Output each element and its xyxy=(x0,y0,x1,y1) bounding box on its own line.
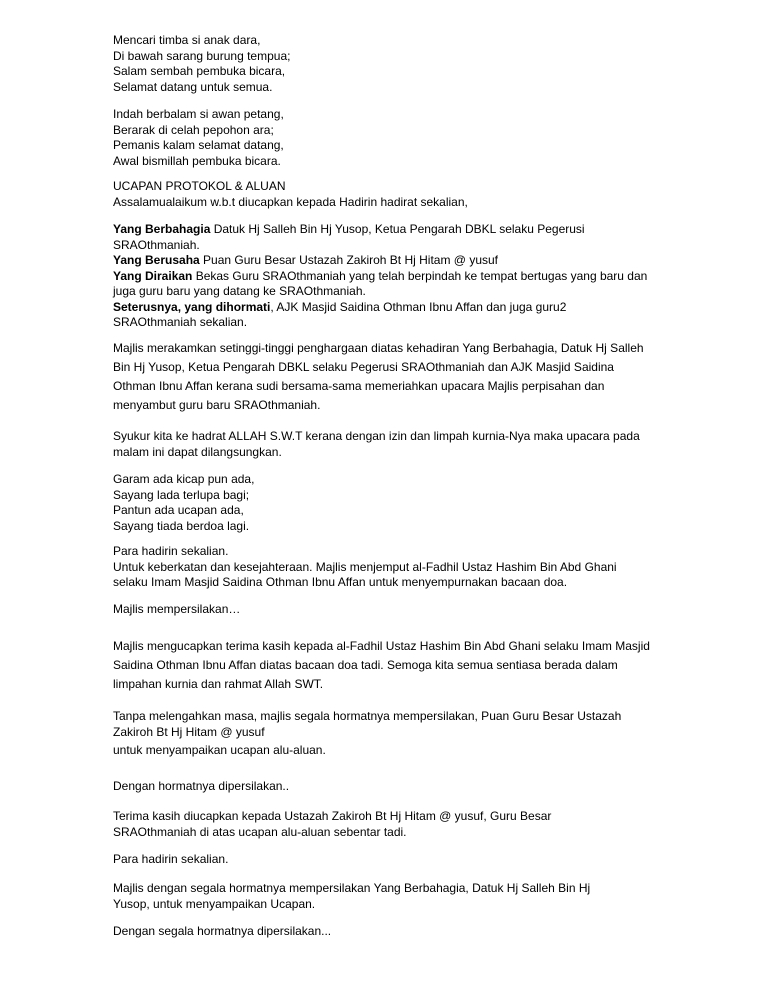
pantun-line: Selamat datang untuk semua. xyxy=(113,79,273,94)
host-text: Puan Guru Besar Ustazah Zakiroh Bt Hj Hitam @ yusuf xyxy=(199,253,498,267)
protocol-section xyxy=(113,179,468,210)
pantun-line: Salam sembah pembuka bicara, xyxy=(113,64,286,78)
pantun-line: Sayang tiada berdoa lagi. xyxy=(113,518,250,533)
host-title: Yang Diraikan xyxy=(113,268,193,283)
gratitude-paragraph: Syukur kita ke hadrat ALLAH S.W.T kerana dengan izin dan limpah kurnia-Nya maka upacara pada malam ini dapat dilangsungkan. xyxy=(113,429,640,459)
pantun-opening xyxy=(113,33,290,95)
welcome-speech-line: Tanpa melengahkan masa, majlis segala hormatnya mempersilakan, Puan Guru Besar Ustazah Zakiroh Bt Hj Hitam @ yusuf xyxy=(113,709,622,739)
hosts-list xyxy=(113,222,653,331)
pantun-line: Indah berbalam si awan petang, xyxy=(113,107,284,121)
closing-invitation-line: Dengan segala hormatnya dipersilakan... xyxy=(113,924,332,938)
pantun-line: Mencari timba si anak dara, xyxy=(113,33,261,47)
audience-address-line: Para hadirin sekalian. xyxy=(113,852,229,866)
pantun-line: Pantun ada ucapan ada, xyxy=(113,503,244,517)
welcome-speech-invitation xyxy=(113,709,653,759)
protocol-greeting: Assalamualaikum w.b.t diucapkan kepada Hadirin hadirat sekalian, xyxy=(113,194,468,209)
host-text: Datuk Hj Salleh Bin Hj Yusop, Ketua Pengarah DBKL selaku Pegerusi SRAOthmaniah. xyxy=(113,222,585,252)
host-title: Yang Berbahagia xyxy=(113,222,211,236)
welcome-speech-line: untuk menyampaikan ucapan alu-aluan. xyxy=(113,743,326,757)
pantun-line: Di bawah sarang burung tempua; xyxy=(113,48,291,63)
datuk-invitation-paragraph: Majlis dengan segala hormatnya mempersilakan Yang Berbahagia, Datuk Hj Salleh Bin Hj Yusop, untuk menyampaikan Ucapan. xyxy=(113,881,591,911)
pantun-line: Pemanis kalam selamat datang, xyxy=(113,138,284,152)
prayer-thanks-paragraph: Majlis mengucapkan terima kasih kepada al-Fadhil Ustaz Hashim Bin Abd Ghani selaku Imam Masjid Saidina Othman Ibnu Affan diatas bacaan doa tadi. Semoga kita semua sentiasa berada dalam limpahan kurnia dan rahmat Allah SWT. xyxy=(113,639,650,691)
invitation-line: Majlis mempersilakan… xyxy=(113,602,241,616)
headmistress-thanks-paragraph: Terima kasih diucapkan kepada Ustazah Zakiroh Bt Hj Hitam @ yusuf, Guru Besar SRAOthmaniah di atas ucapan alu-aluan sebentar tadi. xyxy=(113,809,552,839)
pantun-line: Berarak di celah pepohon ara; xyxy=(113,122,274,137)
host-entry xyxy=(113,222,653,253)
appreciation-paragraph: Majlis merakamkan setinggi-tinggi penghargaan diatas kehadiran Yang Berbahagia, Datuk Hj Salleh Bin Hj Yusop, Ketua Pengarah DBKL selaku Pegerusi SRAOthmaniah dan AJK Masjid Saidina Othman Ibnu Affan kerana sudi bersama-sama memeriahkan upacara Majlis perpisahan dan menyambut guru baru SRAOthmaniah. xyxy=(113,341,644,412)
host-text: Bekas Guru SRAOthmaniah yang telah berpindah ke tempat bertugas yang baru dan juga guru baru yang datang ke SRAOthmaniah. xyxy=(113,268,648,298)
host-title: Seterusnya, yang dihormati xyxy=(113,299,271,314)
pantun-line: Awal bismillah pembuka bicara. xyxy=(113,153,281,168)
honour-invitation-line: Dengan hormatnya dipersilakan.. xyxy=(113,779,290,793)
host-entry xyxy=(113,300,653,331)
host-text: , AJK Masjid Saidina Othman Ibnu Affan dan juga guru2 SRAOthmaniah sekalian. xyxy=(113,299,567,329)
protocol-heading: UCAPAN PROTOKOL & ALUAN xyxy=(113,179,286,193)
pantun-third xyxy=(113,472,254,534)
pantun-line: Sayang lada terlupa bagi; xyxy=(113,487,250,502)
host-entry xyxy=(113,253,653,269)
host-entry xyxy=(113,269,653,300)
pantun-second xyxy=(113,107,284,169)
pantun-line: Garam ada kicap pun ada, xyxy=(113,472,255,486)
prayer-invitation-paragraph: Para hadirin sekalian. Untuk keberkatan dan kesejahteraan. Majlis menjemput al-Fadhil Ustaz Hashim Bin Abd Ghani selaku Imam Masjid Saidina Othman Ibnu Affan untuk menyempurnakan bacaan doa. xyxy=(113,544,617,589)
host-title: Yang Berusaha xyxy=(113,253,200,267)
